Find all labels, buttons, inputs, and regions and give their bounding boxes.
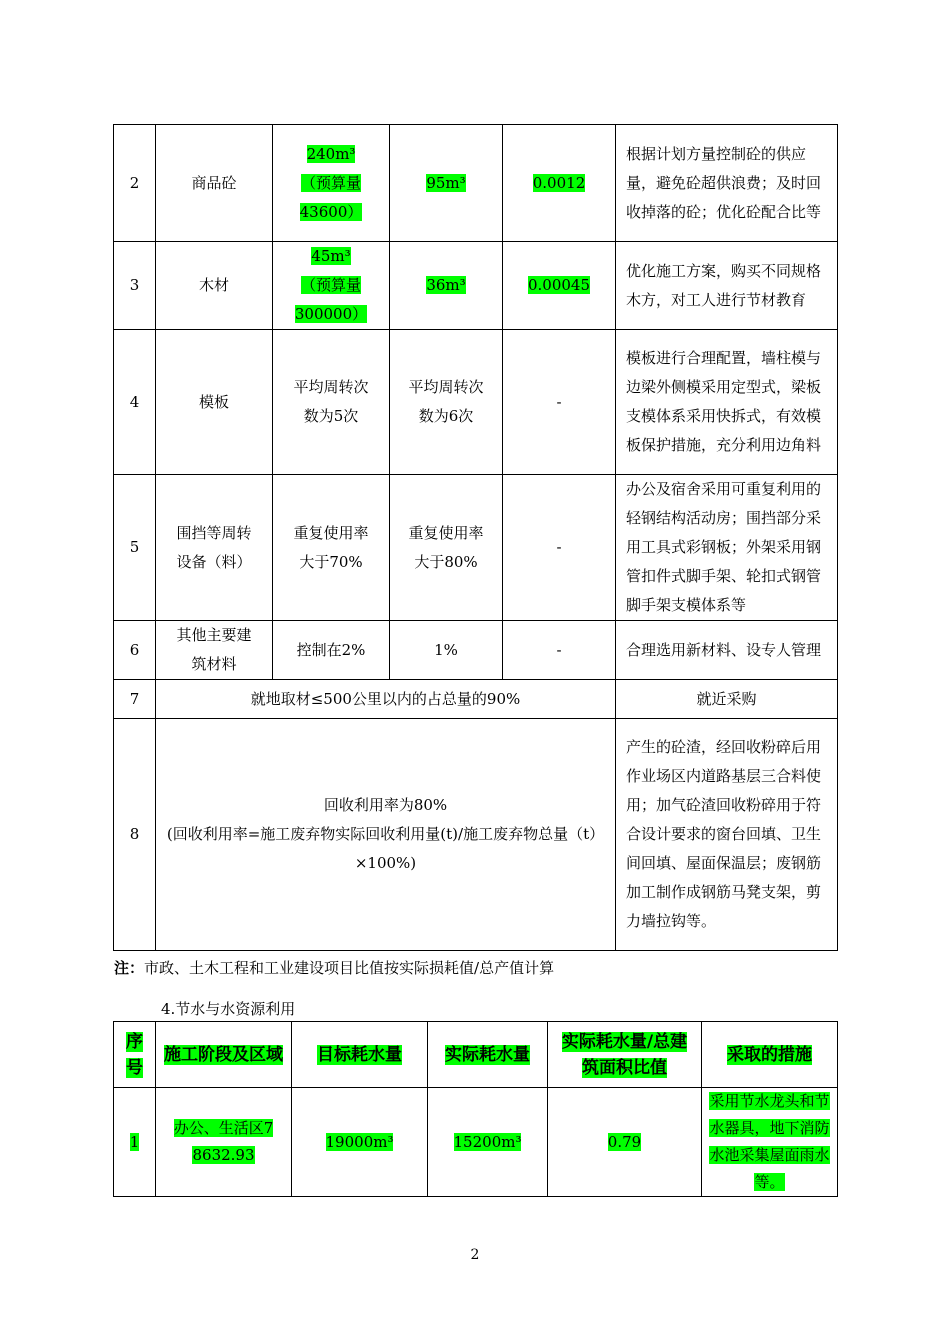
- ratio-value: 0.79: [548, 1088, 702, 1197]
- actual-value: 15200m³: [428, 1088, 548, 1197]
- target-value: 45m³ （预算量 300000）: [273, 242, 390, 330]
- merged-requirement: 就地取材≤500公里以内的占总量的90%: [156, 680, 616, 719]
- measure-text: 根据计划方量控制砼的供应量，避免砼超供浪费；及时回收掉落的砼；优化砼配合比等: [616, 125, 838, 242]
- row-number: 4: [114, 330, 156, 475]
- measure-text: 采用节水龙头和节水器具，地下消防水池采集屋面雨水等。: [702, 1088, 838, 1197]
- target-value: 240m³ （预算量 43600）: [273, 125, 390, 242]
- header-cell: 采取的措施: [702, 1022, 838, 1088]
- section-heading: 4.节水与水资源利用: [161, 1000, 296, 1018]
- table-row: [114, 680, 838, 719]
- ratio-value: 0.00045: [503, 242, 616, 330]
- ratio-value: -: [503, 475, 616, 621]
- header-cell: 实际耗水量/总建筑面积比值: [548, 1022, 702, 1088]
- header-cell: 目标耗水量: [292, 1022, 428, 1088]
- actual-value: 36m³: [390, 242, 503, 330]
- measure-text: 优化施工方案，购买不同规格木方，对工人进行节材教育: [616, 242, 838, 330]
- table-header-row: [114, 1022, 838, 1088]
- measure-text: 产生的砼渣，经回收粉碎后用作业场区内道路基层三合料使用；加气砼渣回收粉碎用于符合设计要求的窗台回填、卫生间回填、屋面保温层；废钢筋加工制作成钢筋马凳支架，剪力墙拉钩等。: [616, 719, 838, 951]
- table-row: [114, 125, 838, 242]
- row-number: 5: [114, 475, 156, 621]
- table-note: 注：市政、土木工程和工业建设项目比值按实际损耗值/总产值计算: [114, 959, 555, 977]
- table-row: [114, 621, 838, 680]
- measure-text: 模板进行合理配置，墙柱模与边梁外侧模采用定型式，梁板支模体系采用快拆式，有效模板保护措施，充分利用边角料: [616, 330, 838, 475]
- row-number: 2: [114, 125, 156, 242]
- target-value: 19000m³: [292, 1088, 428, 1197]
- measure-text: 办公及宿舍采用可重复利用的轻钢结构活动房；围挡部分采用工具式彩钢板；外架采用钢管扣件式脚手架、轮扣式钢管脚手架支模体系等: [616, 475, 838, 621]
- target-value: 平均周转次数为5次: [273, 330, 390, 475]
- ratio-value: -: [503, 330, 616, 475]
- header-cell: 施工阶段及区域: [156, 1022, 292, 1088]
- material-name: 木材: [156, 242, 273, 330]
- material-name: 模板: [156, 330, 273, 475]
- table-row: [114, 330, 838, 475]
- actual-value: 平均周转次数为6次: [390, 330, 503, 475]
- row-number: 6: [114, 621, 156, 680]
- table-row: [114, 1088, 838, 1197]
- material-name: 其他主要建筑材料: [156, 621, 273, 680]
- table-row: [114, 242, 838, 330]
- actual-value: 1%: [390, 621, 503, 680]
- ratio-value: 0.0012: [503, 125, 616, 242]
- actual-value: 95m³: [390, 125, 503, 242]
- row-number: 8: [114, 719, 156, 951]
- header-cell: 序号: [114, 1022, 156, 1088]
- table-row: [114, 475, 838, 621]
- material-name: 商品砼: [156, 125, 273, 242]
- area-value: 办公、生活区78632.93: [156, 1088, 292, 1197]
- page-number: 2: [470, 1247, 480, 1263]
- target-value: 控制在2%: [273, 621, 390, 680]
- target-value: 重复使用率大于70%: [273, 475, 390, 621]
- material-saving-table: [113, 124, 838, 951]
- row-number: 3: [114, 242, 156, 330]
- header-cell: 实际耗水量: [428, 1022, 548, 1088]
- row-number: 1: [114, 1088, 156, 1197]
- water-saving-table: [113, 1021, 838, 1197]
- actual-value: 重复使用率大于80%: [390, 475, 503, 621]
- material-name: 围挡等周转设备（料）: [156, 475, 273, 621]
- measure-text: 合理选用新材料、设专人管理: [616, 621, 838, 680]
- merged-requirement: 回收利用率为80% (回收利用率=施工废弃物实际回收利用量(t)/施工废弃物总量（t）×100%): [156, 719, 616, 951]
- ratio-value: -: [503, 621, 616, 680]
- table-row: [114, 719, 838, 951]
- measure-text: 就近采购: [616, 680, 838, 719]
- row-number: 7: [114, 680, 156, 719]
